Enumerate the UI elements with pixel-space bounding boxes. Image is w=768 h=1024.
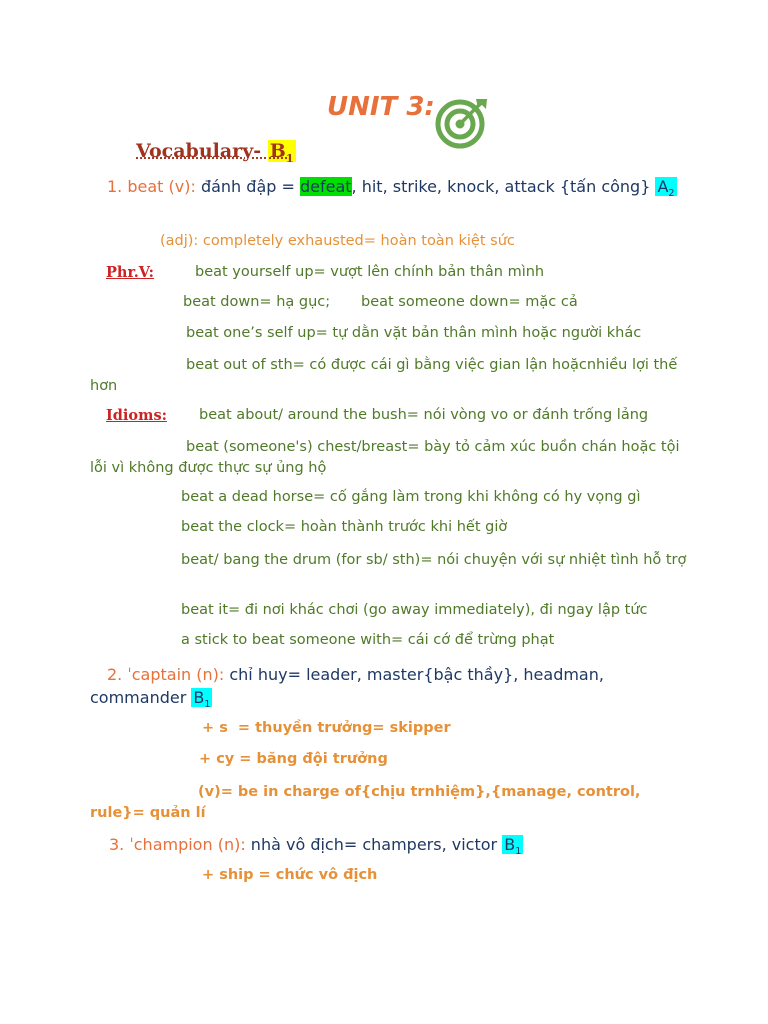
idiom-item: beat it= đi nơi khác chơi (go away immediately), đi ngay lập tức [181, 602, 648, 618]
level-badge: $B_1$ [193, 688, 211, 711]
vocabulary-heading [136, 140, 296, 165]
phrasal-verb-item: beat out of sth= có được cái gì bằng việc gian lận hoặcnhiều lợi thế hơn [90, 357, 678, 394]
phrasal-verb-item: beat down= hạ gục; [183, 294, 331, 310]
level-badge: $A_2$ [657, 177, 675, 200]
phrasal-verb-item: beat someone down= mặc cả [361, 294, 578, 310]
phrasal-verb-item: beat yourself up= vượt lên chính bản thân mình [195, 264, 545, 280]
entry-captain-verb: (v)= be in charge of{chịu trnhiệm},{manage, control, rule}= quản lí [90, 784, 641, 821]
idiom-item: beat/ bang the drum (for sb/ sth)= nói chuyện với sự nhiệt tình hỗ trợ [181, 552, 687, 568]
highlight-defeat: defeat [299, 177, 352, 196]
target-icon [432, 96, 490, 152]
vocabulary-heading-text: Vocabulary- [136, 140, 268, 162]
entry-captain-derivative: + cy = băng đội trưởng [199, 751, 388, 767]
level-badge: $B_1$ [504, 835, 522, 858]
idiom-item: beat about/ around the bush= nói vòng vo or đánh trống lảng [199, 407, 649, 423]
level-badge: $B_1$ [269, 140, 294, 165]
entry-captain-heading: 2. ˈcaptain (n): chỉ huy= leader, master{bậc thầy}, headman, commander $B_1$ [90, 665, 604, 711]
page-title: UNIT 3: [327, 92, 435, 122]
entry-beat-adj: (adj): completely exhausted= hoàn toàn kiệt sức [160, 233, 515, 249]
entry-champion-derivative: + ship = chức vô địch [202, 867, 378, 883]
entry-champion-heading: 3. ˈchampion (n): nhà vô địch= champers, victor $B_1$ [109, 835, 522, 858]
entry-beat-heading: 1. beat (v): đánh đập = defeat, hit, strike, knock, attack {tấn công} $A_2$ [107, 177, 675, 200]
idioms-label: Idioms: [106, 407, 167, 424]
entry-captain-derivative: + s = thuyền trưởng= skipper [202, 720, 451, 736]
phrasal-verbs-label: Phr.V: [106, 264, 154, 281]
idiom-item: a stick to beat someone with= cái cớ để trừng phạt [181, 632, 555, 648]
idiom-item: beat a dead horse= cố gắng làm trong khi không có hy vọng gì [181, 489, 641, 505]
idiom-item: beat the clock= hoàn thành trước khi hết giờ [181, 519, 508, 535]
phrasal-verb-item: beat one’s self up= tự dằn vặt bản thân mình hoặc người khác [186, 325, 642, 341]
idiom-item: beat (someone's) chest/breast= bày tỏ cảm xúc buồn chán hoặc tội lỗi vì không được thực sự ủng hộ [90, 439, 680, 476]
